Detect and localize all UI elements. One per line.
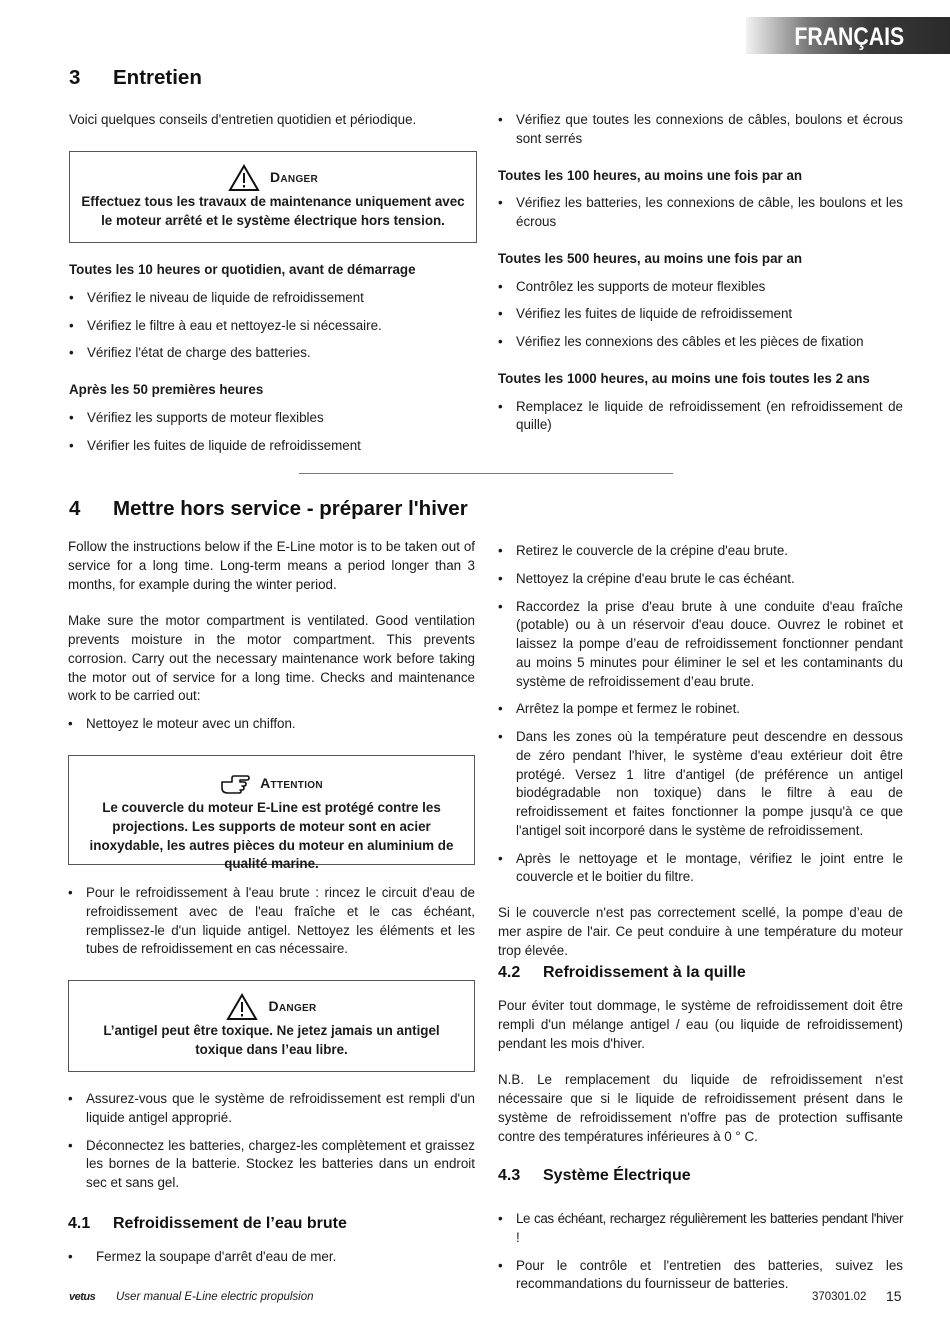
bullet-list <box>68 884 475 959</box>
list-item: • Vérifier les fuites de liquide de refroidissement <box>69 437 477 456</box>
paragraph: Pour éviter tout dommage, le système de refroidissement doit être rempli d'un mélange antigel / eau (ou liquide de refroidissement) pendant les mois d'hiver. <box>498 998 903 1051</box>
list-item: • Contrôlez les supports de moteur flexibles <box>498 278 903 297</box>
subsection-number: 4.3 <box>498 1167 521 1184</box>
attention-header <box>79 769 464 799</box>
page-number: 15 <box>886 1288 902 1304</box>
danger-header <box>79 992 464 1022</box>
language-label: FRANÇAIS <box>794 23 904 51</box>
subsection-4-2-heading <box>498 962 746 984</box>
language-tab <box>746 17 950 54</box>
subsection-4-1-list <box>68 1248 475 1267</box>
list-item: • Nettoyez le moteur avec un chiffon. <box>68 715 475 734</box>
subsection-4-2-body <box>498 997 903 1146</box>
subsection-title: Système Électrique <box>543 1167 691 1184</box>
section-number: 3 <box>69 66 81 89</box>
section-3-left-groups <box>69 261 477 455</box>
subsection-number: 4.1 <box>68 1215 91 1232</box>
list-item: • Retirez le couvercle de la crépine d'eau brute. <box>498 542 903 561</box>
list-item: • Pour le contrôle et l'entretien des batteries, suivez les recommandations du fournisseur de batteries. <box>498 1257 903 1295</box>
list-item: • Vérifiez les connexions des câbles et les pièces de fixation <box>498 333 903 352</box>
pointing-hand-icon <box>220 774 250 794</box>
danger-box <box>68 980 475 1072</box>
subsection-4-1-heading <box>68 1213 347 1235</box>
list-item: • Arrêtez la pompe et fermez le robinet. <box>498 700 903 719</box>
section-4-heading <box>69 495 468 524</box>
group-heading: Toutes les 500 heures, au moins une fois par an <box>498 250 803 266</box>
section-divider <box>299 473 673 474</box>
section-4-left-list-b <box>68 884 475 959</box>
bullet-list <box>68 1090 475 1193</box>
attention-box <box>68 755 475 872</box>
brand-logo: vetus <box>69 1291 96 1303</box>
bullet-list <box>68 1248 475 1267</box>
list-item: • Vérifiez les batteries, les connexions de câble, les boulons et les écrous <box>498 194 903 232</box>
warning-triangle-icon <box>226 993 258 1021</box>
list-item: • Déconnectez les batteries, chargez-les complètement et graissez les bornes de la batterie. Stockez les batteries dans un endroit sec et sans gel. <box>68 1137 475 1193</box>
section-3-heading <box>69 64 202 93</box>
section-title: Entretien <box>113 66 202 89</box>
list-item: • Nettoyez la crépine d'eau brute le cas échéant. <box>498 570 903 589</box>
bullet-list <box>68 715 475 734</box>
list-item: • Assurez-vous que le système de refroidissement est rempli d'un liquide antigel approprié. <box>68 1090 475 1128</box>
bullet-list <box>498 111 903 149</box>
list-item: • Pour le refroidissement à l'eau brute : rincez le circuit d'eau de refroidissement avec de l'eau fraîche et le cas échéant, remplissez-le d'un liquide antigel. Nettoyez les éléments et les tubes de refroidissement en cas nécessaire. <box>68 884 475 959</box>
paragraph: Si le couvercle n'est pas correctement scellé, la pompe d’eau de mer aspire de l'air. Ce peut conduire à une température du moteur trop élevée. <box>498 905 903 958</box>
paragraph: Make sure the motor compartment is ventilated. Good ventilation prevents moisture in the motor compartment. This prevents corrosion. Carry out the necessary maintenance work before taking the motor out of service for a long time. Checks and maintenance work to be carried out: <box>68 613 475 704</box>
list-item: • Après le nettoyage et le montage, vérifiez le joint entre le couvercle et le boitier du filtre. <box>498 850 903 888</box>
footer-doc-code: 370301.02 <box>812 1291 867 1303</box>
group-heading: Toutes les 1000 heures, au moins une fois toutes les 2 ans <box>498 370 870 386</box>
section-4-left-column <box>68 538 475 734</box>
list-item: • Raccordez la prise d'eau brute à une conduite d'eau fraîche (potable) ou à un réservoir d'eau douce. Ouvrez le robinet et laissez la pompe d’eau de refroidissement fonctionner pendant au moins 5 minutes pour éliminer le sel et les contaminants du système de refroidissement d’eau brute. <box>498 598 903 692</box>
bullet-list <box>498 542 903 887</box>
section-3-intro: Voici quelques conseils d'entretien quotidien et périodique. <box>69 112 417 127</box>
attention-text: Le couvercle du moteur E-Line est protégé contre les projections. Les supports de moteur sont en acier inoxydable, les autres pièces du moteur en aluminium de qualité marine. <box>89 800 454 872</box>
section-3-left-column <box>69 111 477 130</box>
list-item: • Fermez la soupape d'arrêt d'eau de mer. <box>68 1248 475 1267</box>
subsection-4-3-list <box>498 1210 903 1294</box>
subsection-4-3-heading <box>498 1165 691 1187</box>
bullet-list <box>498 398 903 436</box>
footer-manual-title: User manual E-Line electric propulsion <box>116 1291 314 1303</box>
danger-label: Danger <box>269 169 319 186</box>
list-item: • Vérifiez que toutes les connexions de câbles, boulons et écrous sont serrés <box>498 111 903 149</box>
list-item: • Vérifiez l'état de charge des batteries. <box>69 344 477 363</box>
group-heading: Toutes les 10 heures or quotidien, avant de démarrage <box>69 262 416 277</box>
danger-box <box>69 151 477 243</box>
paragraph: Follow the instructions below if the E-Line motor is to be taken out of service for a long time. Long-term means a period longer than 3 months, for example during the winter period. <box>68 539 475 592</box>
list-item: • Le cas échéant, rechargez régulièrement les batteries pendant l'hiver ! <box>498 1210 903 1248</box>
attention-label: Attention <box>260 775 323 792</box>
list-item: • Dans les zones où la température peut descendre en dessous de zéro pendant l'hiver, le système d'eau extérieur doit être protégé. Versez 1 litre d'antigel (de préférence un antigel biodégradable non toxique) dans le filtre à eau de refroidissement et faites fonctionner la pompe jusqu'à ce que l'antigel soit incorporé dans le système de refroidissement. <box>498 728 903 841</box>
list-item: • Vérifiez les supports de moteur flexibles <box>69 409 477 428</box>
paragraph: N.B. Le remplacement du liquide de refroidissement n'est nécessaire que si le liquide de refroidissement présent dans le système de refroidissement n'offre pas de protection suffisante contre des températures inférieures à 0 ° C. <box>498 1072 903 1144</box>
group-heading: Toutes les 100 heures, au moins une fois par an <box>498 167 803 183</box>
list-item: • Vérifiez le niveau de liquide de refroidissement <box>69 289 477 308</box>
list-item: • Vérifiez le filtre à eau et nettoyez-le si nécessaire. <box>69 317 477 336</box>
bullet-list <box>69 409 477 456</box>
section-4-left-list-c <box>68 1090 475 1193</box>
list-item: • Vérifiez les fuites de liquide de refroidissement <box>498 305 903 324</box>
subsection-number: 4.2 <box>498 964 521 981</box>
section-3-right-column <box>498 111 903 435</box>
bullet-list <box>498 278 903 352</box>
list-item: • Remplacez le liquide de refroidissement (en refroidissement de quille) <box>498 398 903 436</box>
bullet-list <box>498 194 903 232</box>
group-heading: Après les 50 premières heures <box>69 382 264 398</box>
bullet-list <box>498 1210 903 1294</box>
danger-text: L’antigel peut être toxique. Ne jetez jamais un antigel toxique dans l’eau libre. <box>103 1023 440 1057</box>
subsection-title: Refroidissement à la quille <box>543 964 746 981</box>
subsection-title: Refroidissement de l’eau brute <box>113 1215 347 1232</box>
bullet-list <box>69 289 477 363</box>
danger-label: Danger <box>268 998 317 1015</box>
section-number: 4 <box>69 497 81 520</box>
warning-triangle-icon <box>228 164 260 192</box>
section-title: Mettre hors service - préparer l'hiver <box>113 497 468 520</box>
section-4-right-column <box>498 542 903 961</box>
danger-header <box>80 163 466 193</box>
danger-text: Effectuez tous les travaux de maintenance uniquement avec le moteur arrêté et le système électrique hors tension. <box>81 194 465 228</box>
